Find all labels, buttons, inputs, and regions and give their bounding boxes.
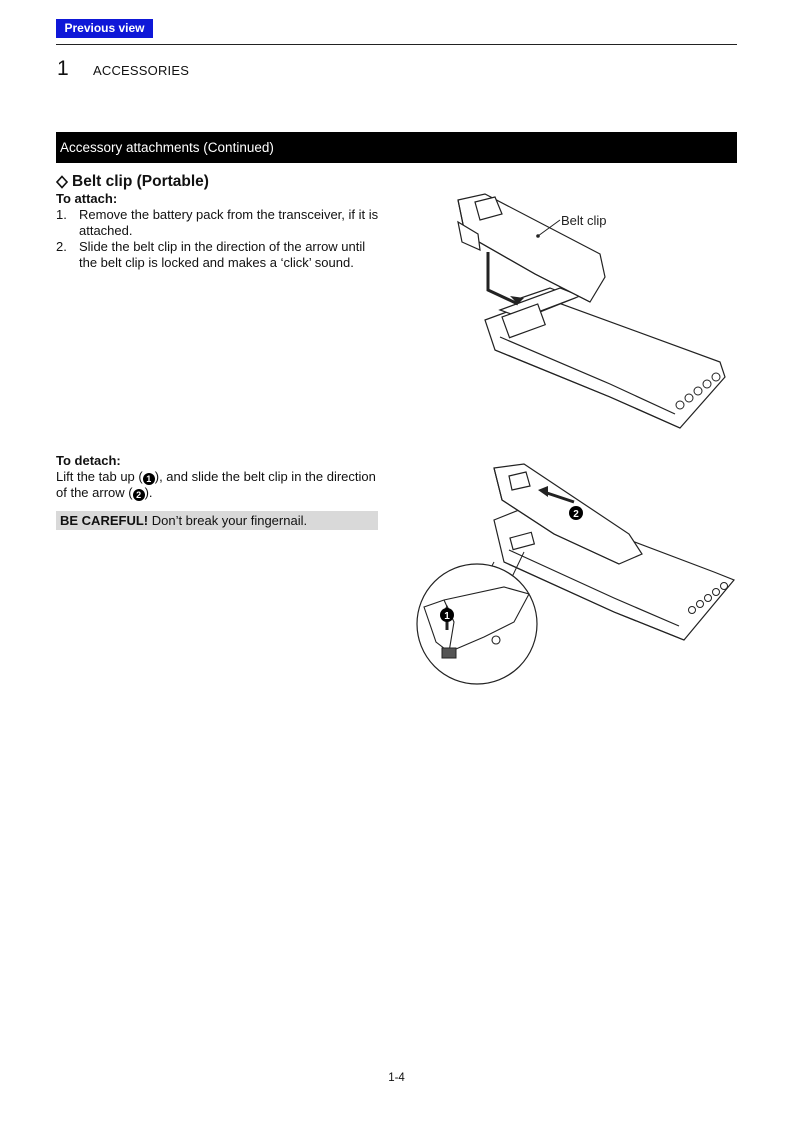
step-number: 1. (56, 207, 67, 222)
step-2-icon: 2 (133, 489, 145, 501)
step-text: Slide the belt clip in the direction of the arrow until the belt clip is locked and makes a ‘click’ sound. (79, 239, 366, 270)
belt-clip-callout: Belt clip (561, 213, 607, 228)
detach-step-1-marker: 1 (444, 611, 450, 622)
attach-step-2 (56, 239, 386, 271)
diamond-icon (56, 175, 68, 189)
attach-heading: To attach: (56, 191, 118, 206)
step-number: 2. (56, 239, 67, 254)
attach-illustration (440, 192, 740, 432)
belt-clip-heading (56, 173, 209, 191)
step-text: Remove the battery pack from the transceiver, if it is attached. (79, 207, 379, 238)
caution-label: BE CAREFUL! (60, 513, 149, 528)
attach-step-1 (56, 207, 386, 239)
previous-view-button[interactable]: Previous view (56, 19, 153, 38)
detach-illustration (414, 462, 739, 690)
step-1-icon: 1 (143, 473, 155, 485)
caution-note (56, 511, 378, 530)
section-title-bar: Accessory attachments (Continued) (56, 132, 737, 163)
detach-text-part: ), and slide the belt clip in the direction of the arrow ( (56, 469, 376, 500)
detach-text-part: Lift the tab up ( (56, 469, 143, 484)
detach-step-2-marker: 2 (573, 509, 579, 520)
detach-text-part: ). (144, 485, 153, 500)
belt-clip-title: Belt clip (Portable) (72, 173, 209, 190)
caution-text: Don’t break your fingernail. (148, 513, 308, 528)
attach-steps (56, 207, 386, 271)
page-number: 1-4 (388, 1072, 405, 1084)
chapter-number: 1 (57, 57, 69, 80)
chapter-title: ACCESSORIES (93, 63, 190, 78)
detach-heading: To detach: (56, 453, 121, 468)
header-rule (56, 44, 737, 45)
detach-instructions (56, 469, 386, 501)
